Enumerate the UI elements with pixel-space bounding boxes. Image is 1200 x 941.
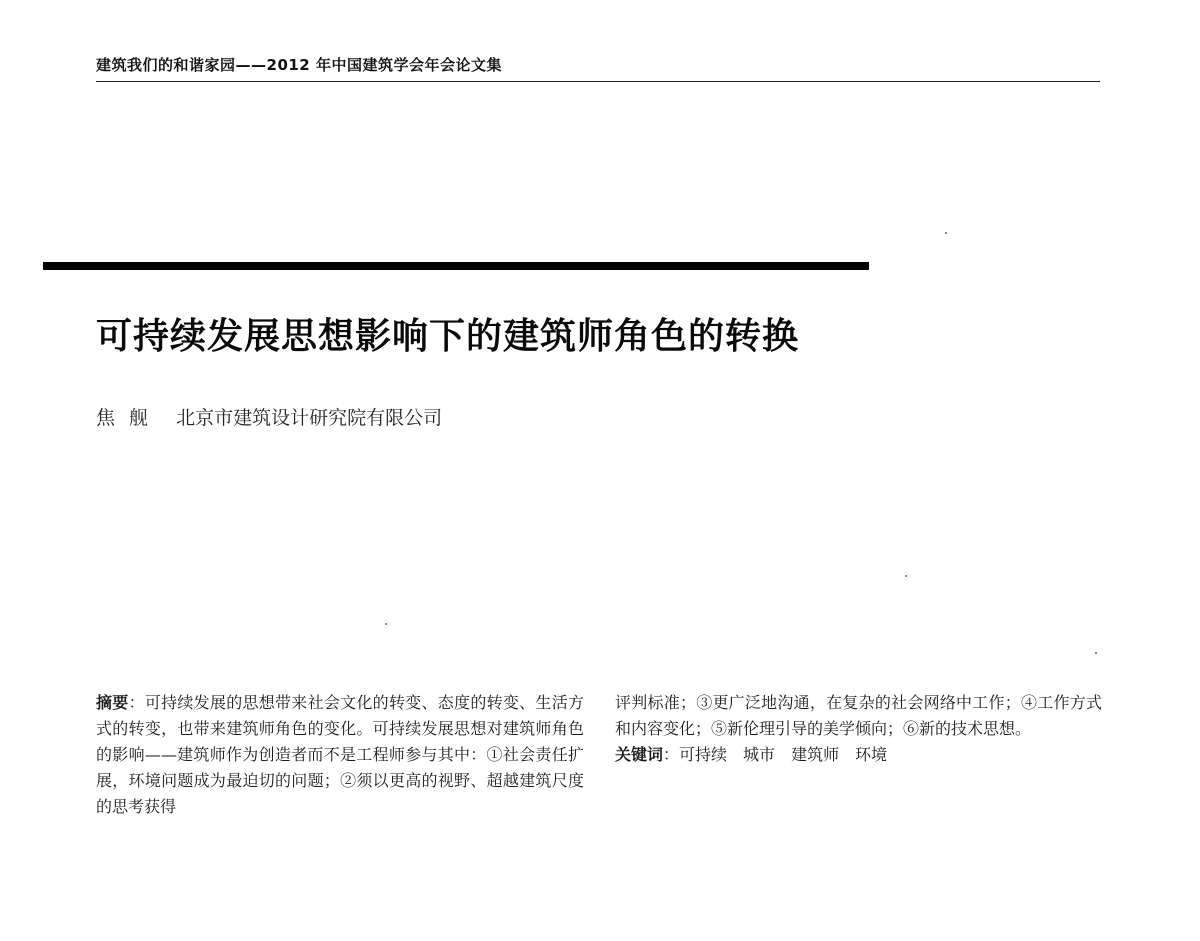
keyword-item: 建筑师 [791, 745, 840, 764]
abstract-colon: ： [128, 693, 145, 712]
header-rule [96, 81, 1100, 82]
abstract-column-left [96, 690, 584, 820]
keyword-item: 城市 [743, 745, 776, 764]
byline [96, 403, 442, 430]
author-affiliation: 北京市建筑设计研究院有限公司 [176, 407, 443, 429]
abstract-column-right [615, 690, 1102, 768]
scan-speck [385, 623, 387, 625]
title-bar [43, 262, 869, 270]
author-name: 焦舰 [96, 407, 163, 429]
scan-speck [905, 575, 907, 577]
keyword-item: 可持续 [679, 745, 728, 764]
scan-speck [945, 232, 947, 234]
article-title: 可持续发展思想影响下的建筑师角色的转换 [96, 316, 800, 357]
keywords-line [615, 742, 1102, 768]
keywords-label: 关键词 [615, 745, 664, 764]
abstract-label: 摘要 [96, 693, 129, 712]
keyword-item: 环境 [855, 745, 888, 764]
abstract-text-left: 可持续发展的思想带来社会文化的转变、态度的转变、生活方式的转变，也带来建筑师角色的变化。可持续发展思想对建筑师角色的影响——建筑师作为创造者而不是工程师参与其中：①社会责任扩展，环境问题成为最迫切的问题；②须以更高的视野、超越建筑尺度的思考获得 [96, 693, 584, 816]
running-header: 建筑我们的和谐家园——2012 年中国建筑学会年会论文集 [96, 56, 502, 74]
keywords-colon: ： [663, 745, 680, 764]
abstract-text-right: 评判标准；③更广泛地沟通，在复杂的社会网络中工作；④工作方式和内容变化；⑤新伦理引导的美学倾向；⑥新的技术思想。 [615, 693, 1102, 738]
scan-speck [1095, 652, 1097, 654]
